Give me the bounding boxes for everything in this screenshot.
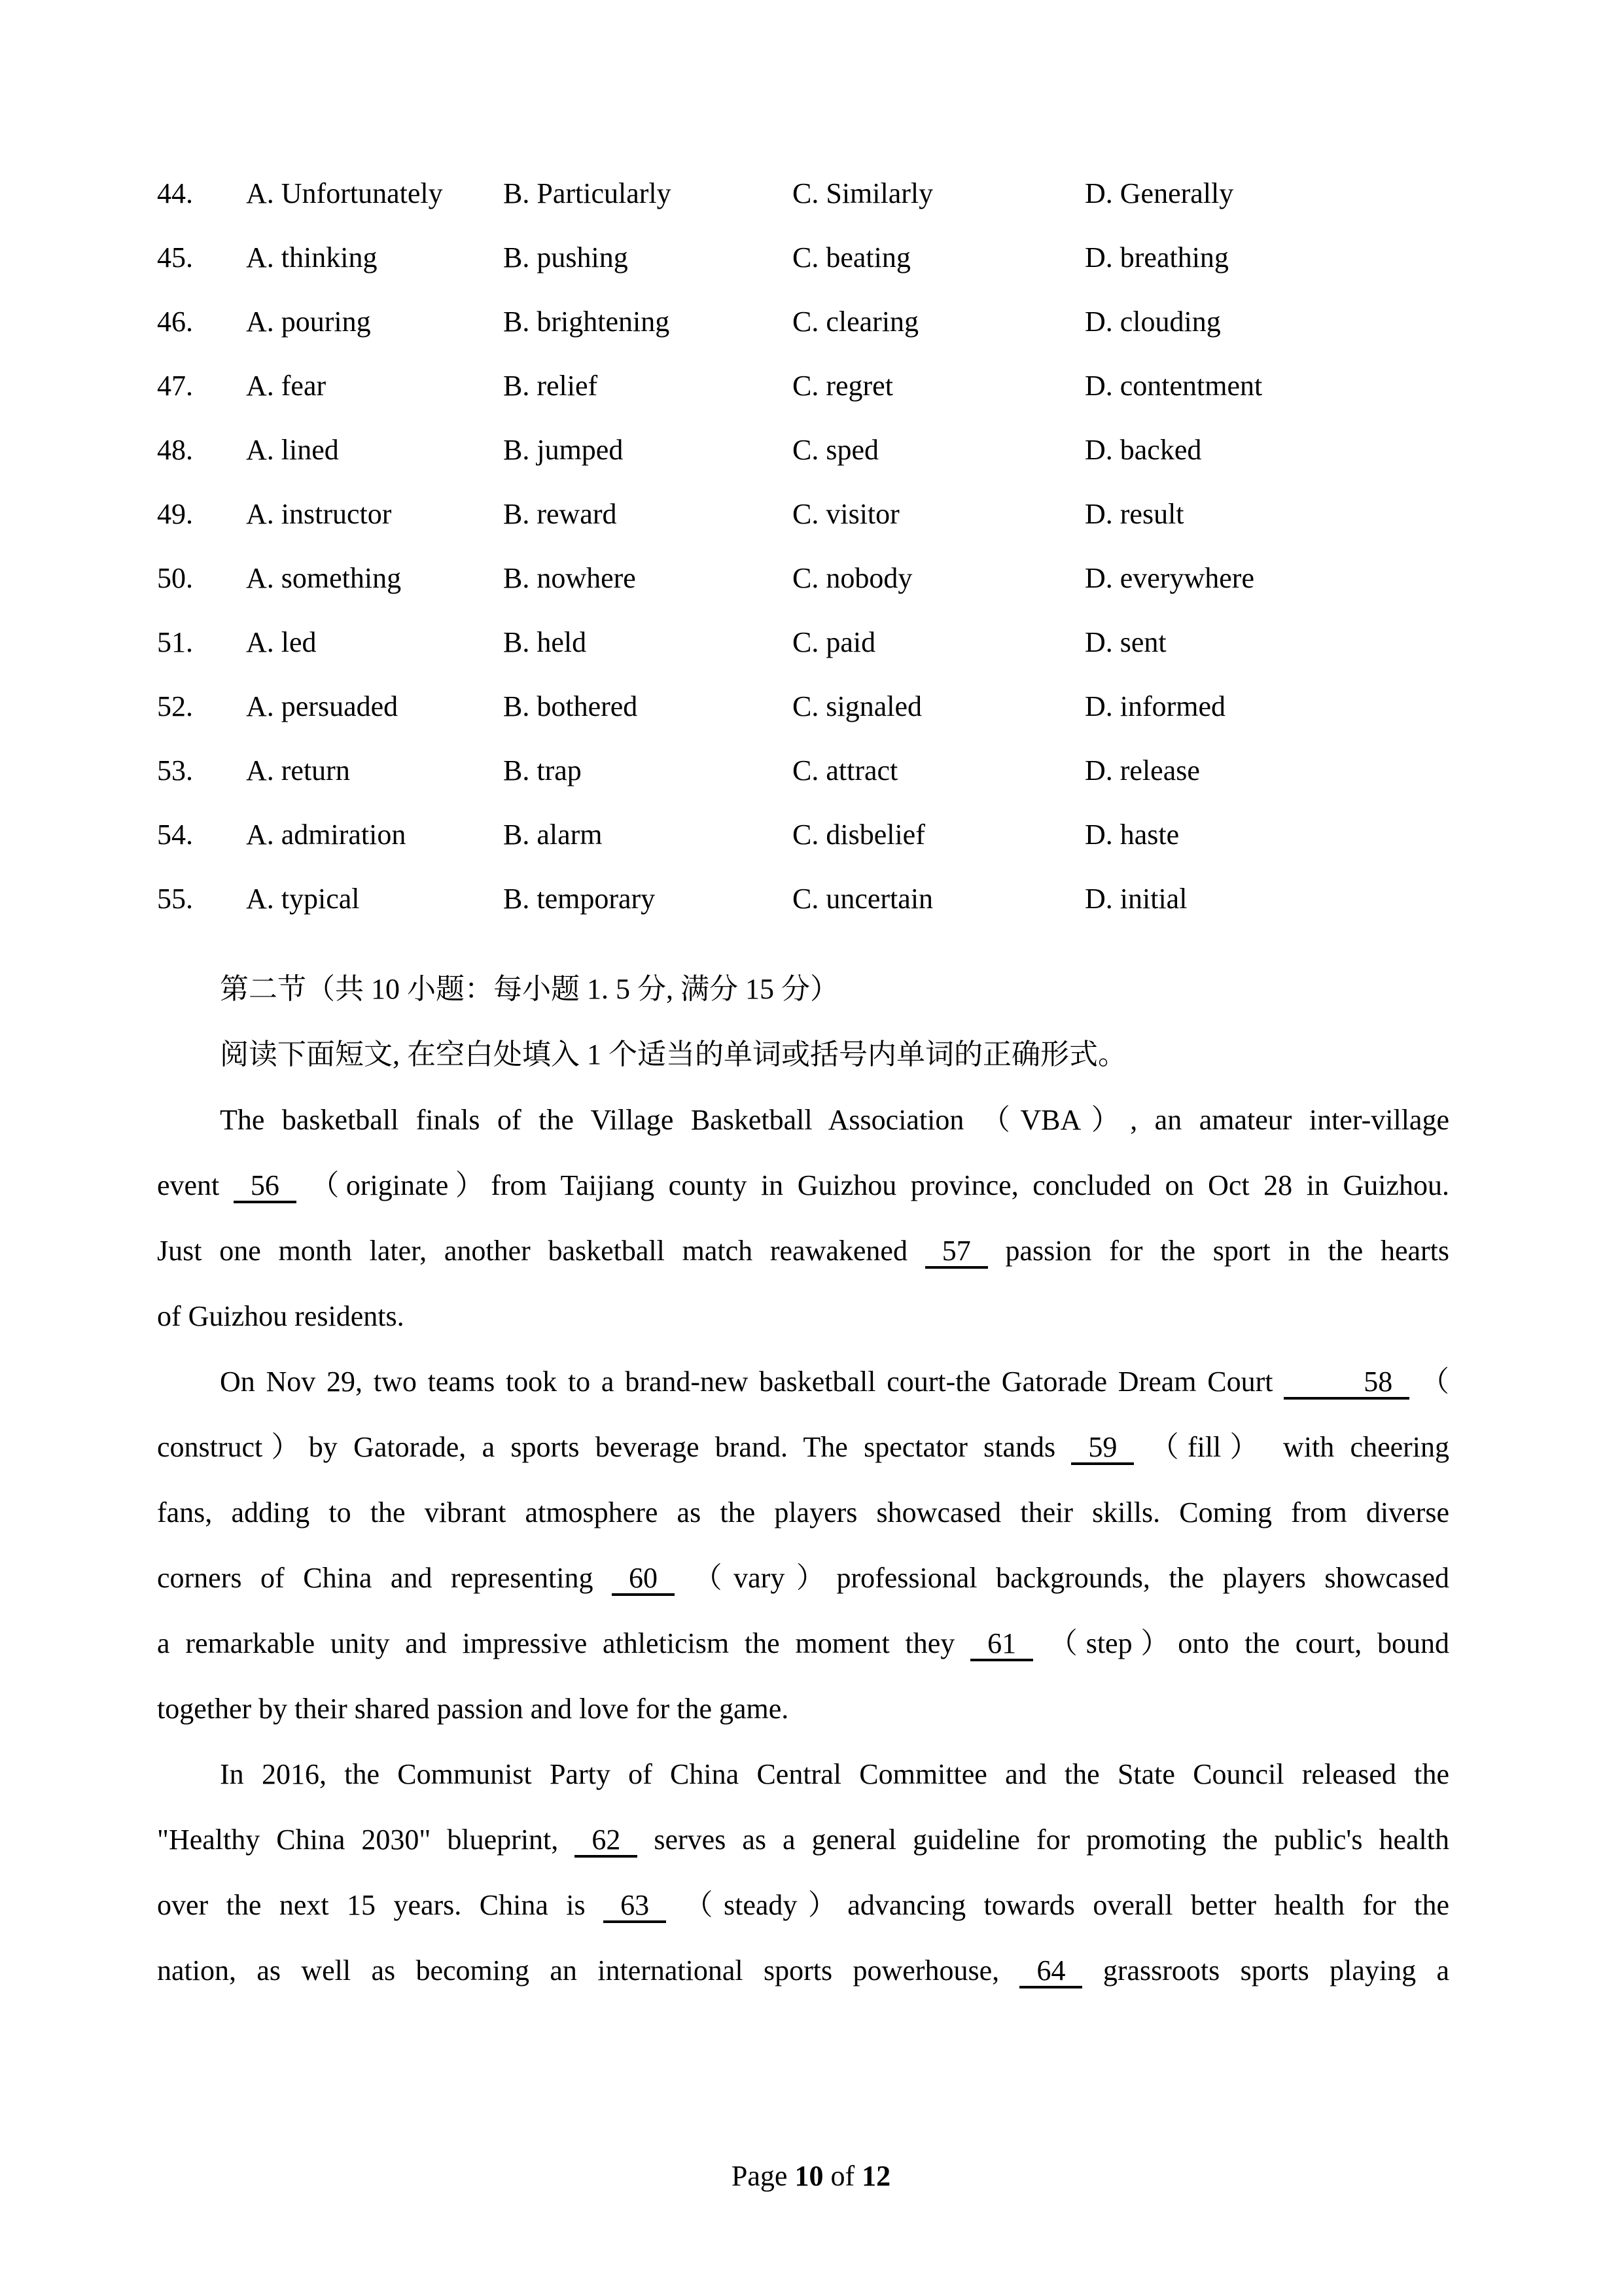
option-d: D. Generally xyxy=(1085,177,1234,209)
blank-63: 63 xyxy=(603,1890,666,1923)
passage-text: together by their shared passion and love for the game. xyxy=(157,1693,789,1725)
blank-57: 57 xyxy=(925,1236,988,1269)
passage-text: The basketball finals of the Village Basketball Association （VBA）, an amateur inter-village xyxy=(220,1104,1449,1136)
mc-question-row xyxy=(157,482,1465,546)
option-c: C. visitor xyxy=(792,497,900,530)
option-c: C. sped xyxy=(792,433,879,466)
option-b: B. pushing xyxy=(503,241,628,274)
footer-total-pages: 12 xyxy=(862,2160,891,2192)
option-a: A. fear xyxy=(246,369,326,402)
question-number: 47. xyxy=(157,369,193,402)
footer-of-label: of xyxy=(823,2160,862,2192)
option-c: C. attract xyxy=(792,754,898,786)
passage-line xyxy=(157,1873,1449,1938)
option-a: A. led xyxy=(246,626,317,658)
mc-question-row xyxy=(157,610,1465,674)
question-number: 44. xyxy=(157,177,193,209)
question-number: 50. xyxy=(157,561,193,594)
option-b: B. Particularly xyxy=(503,177,671,209)
option-d: D. result xyxy=(1085,497,1184,530)
option-a: A. lined xyxy=(246,433,339,466)
mc-question-row xyxy=(157,674,1465,738)
blank-56: 56 xyxy=(234,1171,296,1203)
option-b: B. reward xyxy=(503,497,617,530)
footer-page-number: 10 xyxy=(794,2160,824,2192)
option-d: D. initial xyxy=(1085,882,1188,915)
option-c: C. Similarly xyxy=(792,177,934,209)
passage-text: （step）onto the court, bound xyxy=(1033,1627,1449,1659)
passage-line xyxy=(157,1807,1449,1873)
passage-line xyxy=(157,1153,1449,1218)
option-c: C. paid xyxy=(792,626,876,658)
passage-line xyxy=(157,1349,1449,1415)
option-b: B. temporary xyxy=(503,882,656,915)
passage-text: （fill） with cheering xyxy=(1134,1431,1449,1463)
option-d: D. clouding xyxy=(1085,305,1221,338)
question-number: 46. xyxy=(157,305,193,338)
option-b: B. alarm xyxy=(503,818,603,851)
question-number: 52. xyxy=(157,690,193,722)
mc-question-row xyxy=(157,546,1465,610)
passage-text: （steady）advancing towards overall better health for the xyxy=(666,1889,1449,1921)
footer-page-label: Page xyxy=(731,2160,795,2192)
passage-line xyxy=(157,1087,1449,1153)
blank-60: 60 xyxy=(612,1563,675,1596)
option-b: B. trap xyxy=(503,754,582,786)
passage-text: serves as a general guideline for promoting the public's health xyxy=(637,1824,1449,1856)
mc-question-list xyxy=(157,161,1465,930)
passage-text: corners of China and representing xyxy=(157,1562,612,1594)
blank-58: 58 xyxy=(1284,1367,1409,1400)
option-c: C. uncertain xyxy=(792,882,934,915)
option-a: A. instructor xyxy=(246,497,392,530)
page-footer xyxy=(0,2144,1622,2208)
blank-62: 62 xyxy=(574,1825,637,1858)
option-d: D. breathing xyxy=(1085,241,1229,274)
option-b: B. relief xyxy=(503,369,598,402)
passage-text: event xyxy=(157,1169,234,1201)
passage-line xyxy=(157,1611,1449,1676)
passage-text: "Healthy China 2030" blueprint, xyxy=(157,1824,575,1856)
passage-line xyxy=(157,1676,1449,1742)
blank-64: 64 xyxy=(1019,1956,1082,1988)
option-c: C. clearing xyxy=(792,305,919,338)
option-a: A. return xyxy=(246,754,350,786)
option-a: A. something xyxy=(246,561,402,594)
option-d: D. release xyxy=(1085,754,1200,786)
option-c: C. nobody xyxy=(792,561,913,594)
passage-text: On Nov 29, two teams took to a brand-new basketball court-the Gatorade Dream Court xyxy=(220,1366,1284,1398)
passage-line xyxy=(157,1284,1449,1349)
option-c: C. signaled xyxy=(792,690,922,722)
mc-question-row xyxy=(157,161,1465,225)
option-d: D. backed xyxy=(1085,433,1202,466)
question-number: 51. xyxy=(157,626,193,658)
mc-question-row xyxy=(157,417,1465,482)
passage-text: construct）by Gatorade, a sports beverage brand. The spectator stands xyxy=(157,1431,1072,1463)
option-d: D. haste xyxy=(1085,818,1180,851)
question-number: 45. xyxy=(157,241,193,274)
option-d: D. informed xyxy=(1085,690,1226,722)
option-a: A. Unfortunately xyxy=(246,177,443,209)
question-number: 55. xyxy=(157,882,193,915)
passage-text: passion for the sport in the hearts xyxy=(987,1235,1449,1267)
passage-text: In 2016, the Communist Party of China Central Committee and the State Council released the xyxy=(220,1758,1449,1790)
passage-text: （ xyxy=(1409,1366,1449,1398)
passage-line xyxy=(157,1415,1449,1480)
option-d: D. contentment xyxy=(1085,369,1263,402)
passage-text: fans, adding to the vibrant atmosphere as the players showcased their skills. Coming from diverse xyxy=(157,1496,1449,1528)
option-c: C. beating xyxy=(792,241,911,274)
option-b: B. bothered xyxy=(503,690,638,722)
blank-59: 59 xyxy=(1071,1432,1134,1465)
option-b: B. held xyxy=(503,626,587,658)
option-a: A. thinking xyxy=(246,241,378,274)
question-number: 49. xyxy=(157,497,193,530)
mc-question-row xyxy=(157,225,1465,289)
section-instruction: 阅读下面短文, 在空白处填入 1 个适当的单词或括号内单词的正确形式。 xyxy=(220,1038,1127,1070)
mc-question-row xyxy=(157,353,1465,417)
passage xyxy=(157,1087,1449,2004)
option-c: C. disbelief xyxy=(792,818,925,851)
mc-question-row xyxy=(157,738,1465,802)
option-b: B. nowhere xyxy=(503,561,636,594)
passage-text: a remarkable unity and impressive athleticism the moment they xyxy=(157,1627,971,1659)
passage-text: nation, as well as becoming an international sports powerhouse, xyxy=(157,1954,1020,1987)
passage-line xyxy=(157,1938,1449,2004)
option-b: B. brightening xyxy=(503,305,670,338)
mc-question-row xyxy=(157,802,1465,866)
question-number: 53. xyxy=(157,754,193,786)
option-a: A. persuaded xyxy=(246,690,398,722)
passage-text: Just one month later, another basketball match reawakened xyxy=(157,1235,925,1267)
mc-question-row xyxy=(157,866,1465,930)
passage-line xyxy=(157,1480,1449,1545)
passage-text: of Guizhou residents. xyxy=(157,1300,404,1332)
option-d: D. everywhere xyxy=(1085,561,1254,594)
option-a: A. typical xyxy=(246,882,360,915)
passage-text: grassroots sports playing a xyxy=(1082,1954,1449,1987)
question-number: 54. xyxy=(157,818,193,851)
passage-text: over the next 15 years. China is xyxy=(157,1889,604,1921)
option-c: C. regret xyxy=(792,369,893,402)
option-a: A. pouring xyxy=(246,305,371,338)
passage-line xyxy=(157,1218,1449,1284)
option-a: A. admiration xyxy=(246,818,406,851)
question-number: 48. xyxy=(157,433,193,466)
passage-line xyxy=(157,1545,1449,1611)
option-b: B. jumped xyxy=(503,433,624,466)
passage-text: （originate）from Taijiang county in Guizhou province, concluded on Oct 28 in Guizhou. xyxy=(296,1169,1449,1201)
passage-line xyxy=(157,1742,1449,1807)
section-heading: 第二节（共 10 小题：每小题 1. 5 分, 满分 15 分） xyxy=(220,973,839,1005)
passage-text: （vary）professional backgrounds, the players showcased xyxy=(675,1562,1449,1594)
mc-question-row xyxy=(157,289,1465,353)
blank-61: 61 xyxy=(970,1629,1033,1661)
option-d: D. sent xyxy=(1085,626,1167,658)
